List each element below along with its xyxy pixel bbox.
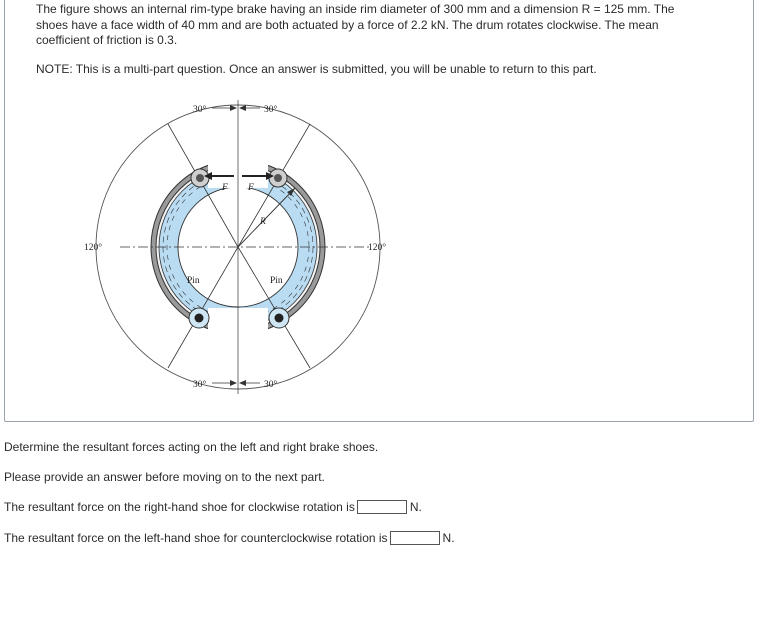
problem-intro: [36, 2, 736, 49]
right-shoe-unit: N.: [409, 500, 422, 514]
multipart-note: NOTE: This is a multi-part question. Once an answer is submitted, you will be unable to return to this part.: [36, 62, 597, 76]
answer-instruction: Please provide an answer before moving on to the next part.: [4, 470, 325, 484]
label-force-right: F: [248, 183, 254, 193]
label-pin-right: Pin: [270, 276, 283, 286]
answer-row-left-shoe: [4, 531, 455, 545]
label-force-left: F: [222, 183, 228, 193]
angle-arrowhead-top-left: [230, 105, 237, 111]
right-shoe-question-label: The resultant force on the right-hand shoe for clockwise rotation is: [4, 500, 355, 514]
angle-arrowhead-top-right: [239, 105, 246, 111]
actuator-pin-left-center: [196, 174, 204, 182]
label-angle-left: 120°: [84, 243, 103, 253]
question-prompt: Determine the resultant forces acting on the left and right brake shoes.: [4, 440, 379, 454]
left-shoe-unit: N.: [442, 531, 455, 545]
label-angle-top-left: 30°: [193, 105, 207, 115]
angle-arrowhead-bottom-right: [239, 380, 246, 386]
intro-line-1: The figure shows an internal rim-type brake having an inside rim diameter of 300 mm and a dimension R = 125 mm. The: [36, 2, 675, 16]
left-shoe-question-label: The resultant force on the left-hand shoe for counterclockwise rotation is: [4, 531, 388, 545]
label-pin-left: Pin: [187, 276, 200, 286]
label-angle-top-right: 30°: [264, 105, 278, 115]
left-shoe-force-input[interactable]: [390, 531, 440, 545]
label-angle-bottom-left: 30°: [193, 380, 207, 390]
answer-row-right-shoe: [4, 500, 422, 514]
label-angle-right: 120°: [368, 243, 387, 253]
label-radius: R: [260, 217, 266, 227]
hinge-pin-right-center: [275, 314, 284, 323]
brake-figure: [80, 96, 410, 401]
intro-line-2: shoes have a face width of 40 mm and are both actuated by a force of 2.2 kN. The drum rotates clockwise. The mean: [36, 17, 659, 32]
brake-diagram: [80, 96, 410, 401]
right-shoe-force-input[interactable]: [357, 500, 407, 514]
intro-line-3: coefficient of friction is 0.3.: [36, 33, 178, 47]
angle-arrowhead-bottom-left: [230, 380, 237, 386]
actuator-pin-right-center: [274, 174, 282, 182]
label-angle-bottom-right: 30°: [264, 380, 278, 390]
hinge-pin-left-center: [195, 314, 204, 323]
